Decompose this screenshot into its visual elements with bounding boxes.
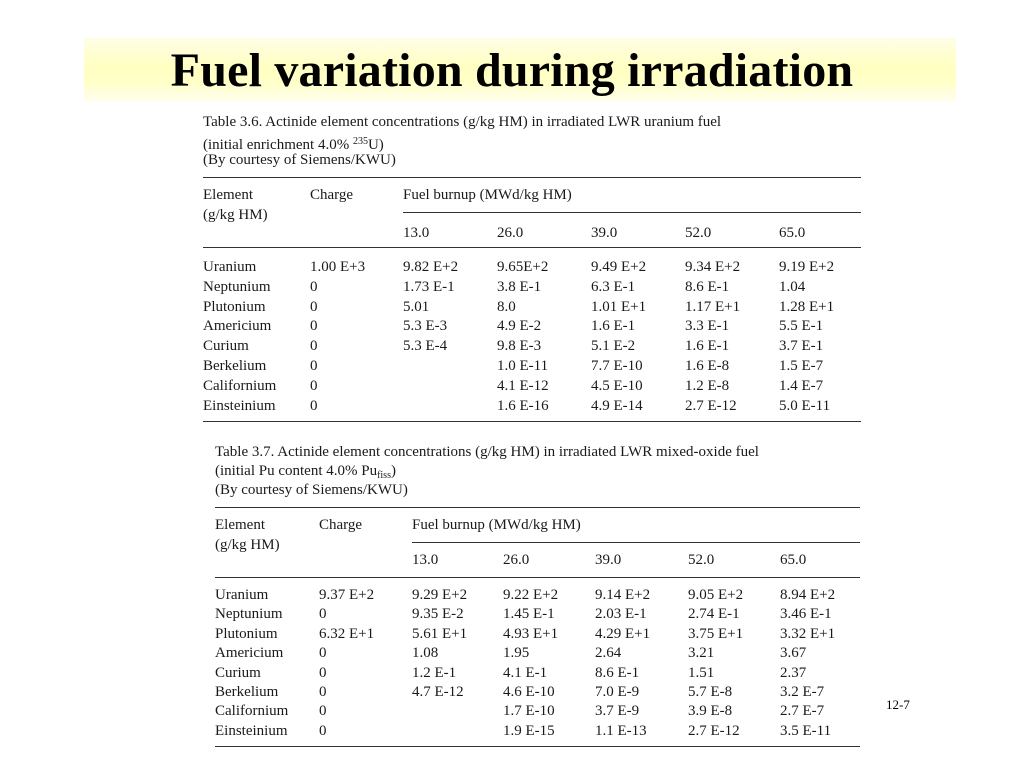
- row-charge: 0: [310, 397, 318, 414]
- row-element: Neptunium: [215, 606, 283, 623]
- row-value: 4.93 E+1: [503, 625, 559, 642]
- row-value: 1.73 E-1: [403, 278, 455, 295]
- row-value: 6.3 E-1: [591, 278, 636, 295]
- table-top-rule: [215, 507, 860, 508]
- data-table-2: [215, 443, 860, 752]
- row-element: Curium: [215, 664, 261, 681]
- row-value: 4.9 E-2: [497, 318, 542, 335]
- row-value: 3.75 E+1: [688, 625, 744, 642]
- row-value: 1.28 E+1: [779, 298, 835, 315]
- data-table-1: [203, 113, 861, 427]
- header-bottom-rule: [215, 577, 860, 578]
- row-value: 3.3 E-1: [685, 318, 730, 335]
- row-charge: 0: [310, 318, 318, 335]
- row-value: 5.1 E-2: [591, 338, 636, 355]
- row-charge: 0: [310, 358, 318, 374]
- caption-line2-suffix: ): [390, 463, 396, 479]
- row-value: 1.17 E+1: [685, 298, 741, 315]
- row-value: 8.94 E+2: [780, 587, 836, 603]
- row-value: 1.4 E-7: [779, 377, 824, 394]
- row-charge: 0: [319, 645, 327, 662]
- row-value: 9.65E+2: [497, 259, 549, 275]
- burnup-rule: [412, 542, 860, 543]
- row-value: 9.8 E-3: [497, 338, 542, 355]
- row-value: 9.34 E+2: [685, 259, 741, 275]
- row-value: 2.7 E-7: [780, 703, 825, 720]
- row-value: 3.2 E-7: [780, 684, 825, 700]
- row-value: 1.08: [412, 645, 439, 662]
- row-value: 9.19 E+2: [779, 259, 835, 275]
- row-value: 1.2 E-8: [685, 377, 730, 394]
- table-bottom-rule: [203, 421, 861, 422]
- row-value: 4.29 E+1: [595, 625, 651, 642]
- row-value: 2.7 E-12: [688, 722, 740, 739]
- row-value: 8.0: [497, 298, 516, 315]
- caption-line2-suffix: U): [367, 137, 384, 153]
- row-element: Curium: [203, 338, 249, 355]
- row-charge: 0: [310, 278, 318, 295]
- header-burnup-1: 26.0: [503, 552, 530, 568]
- row-value: 2.64: [595, 645, 622, 662]
- header-element-unit: (g/kg HM): [203, 207, 268, 223]
- row-value: 5.01: [403, 298, 430, 315]
- slide-title: Fuel variation during irradiation: [170, 44, 854, 97]
- row-value: 1.2 E-1: [412, 664, 457, 681]
- header-burnup-1: 26.0: [497, 225, 524, 241]
- row-element: Plutonium: [215, 625, 278, 642]
- table-caption-line1: Table 3.6. Actinide element concentrations (g/kg HM) in irradiated LWR uranium fuel: [203, 114, 722, 130]
- row-element: Berkelium: [215, 684, 279, 700]
- row-value: 1.7 E-10: [503, 703, 555, 720]
- header-charge: Charge: [319, 517, 363, 533]
- row-value: 4.6 E-10: [503, 684, 555, 700]
- row-value: 3.21: [688, 645, 715, 662]
- row-value: 5.61 E+1: [412, 625, 468, 642]
- row-element: Uranium: [215, 587, 269, 603]
- header-burnup-2: 39.0: [591, 225, 618, 241]
- row-value: 4.1 E-12: [497, 377, 549, 394]
- header-burnup-0: 13.0: [412, 552, 439, 568]
- caption-superscript: 235: [352, 136, 368, 147]
- table-top-rule: [203, 177, 861, 178]
- caption-line2-prefix: (initial enrichment 4.0%: [203, 137, 353, 153]
- burnup-rule: [403, 212, 861, 213]
- header-burnup-2: 39.0: [595, 552, 622, 568]
- row-value: 1.0 E-11: [497, 358, 549, 374]
- row-value: 9.82 E+2: [403, 259, 459, 275]
- row-value: 4.1 E-1: [503, 664, 548, 681]
- table-caption-line3: (By courtesy of Siemens/KWU): [203, 152, 396, 168]
- row-value: 3.67: [780, 645, 807, 662]
- row-value: 1.01 E+1: [591, 298, 647, 315]
- row-element: Neptunium: [203, 278, 271, 295]
- row-value: 5.3 E-4: [403, 338, 448, 355]
- row-value: 1.6 E-1: [685, 338, 730, 355]
- row-element: Uranium: [203, 259, 257, 275]
- header-burnup-4: 65.0: [780, 552, 807, 568]
- header-fuel-burnup: Fuel burnup (MWd/kg HM): [403, 187, 572, 203]
- row-charge: 0: [310, 377, 318, 394]
- header-fuel-burnup: Fuel burnup (MWd/kg HM): [412, 517, 581, 533]
- header-burnup-0: 13.0: [403, 225, 430, 241]
- row-value: 5.5 E-1: [779, 318, 824, 335]
- row-value: 3.32 E+1: [780, 625, 836, 642]
- row-element: Einsteinium: [215, 722, 288, 739]
- row-value: 3.8 E-1: [497, 278, 542, 295]
- row-value: 9.29 E+2: [412, 587, 468, 603]
- row-charge: 0: [310, 298, 318, 315]
- caption-line2-prefix: (initial Pu content 4.0% Pu: [215, 463, 378, 479]
- row-value: 3.46 E-1: [780, 606, 832, 623]
- row-value: 9.22 E+2: [503, 587, 559, 603]
- row-value: 5.7 E-8: [688, 684, 733, 700]
- row-value: 2.37: [780, 664, 807, 681]
- row-charge: 0: [319, 703, 327, 720]
- header-burnup-3: 52.0: [688, 552, 715, 568]
- row-value: 1.04: [779, 278, 806, 295]
- row-value: 1.95: [503, 645, 530, 662]
- header-burnup-4: 65.0: [779, 225, 806, 241]
- caption-subscript: fiss: [377, 470, 391, 481]
- table-caption-line1: Table 3.7. Actinide element concentrations (g/kg HM) in irradiated LWR mixed-oxide fuel: [215, 444, 759, 460]
- row-value: 1.6 E-16: [497, 397, 549, 414]
- row-element: Plutonium: [203, 298, 266, 315]
- row-value: 3.7 E-9: [595, 703, 640, 720]
- row-value: 5.0 E-11: [779, 397, 831, 414]
- row-value: 5.3 E-3: [403, 318, 448, 335]
- row-charge: 6.32 E+1: [319, 625, 375, 642]
- row-element: Californium: [203, 377, 277, 394]
- row-value: 1.9 E-15: [503, 722, 555, 739]
- row-charge: 0: [310, 338, 318, 355]
- row-value: 7.0 E-9: [595, 684, 640, 700]
- row-element: Americium: [215, 645, 284, 662]
- row-value: 3.5 E-11: [780, 722, 832, 739]
- table-caption-line3: (By courtesy of Siemens/KWU): [215, 482, 408, 498]
- row-value: 9.05 E+2: [688, 587, 744, 603]
- row-value: 3.7 E-1: [779, 338, 824, 355]
- header-charge: Charge: [310, 187, 354, 203]
- header-element-unit: (g/kg HM): [215, 537, 280, 553]
- row-value: 1.6 E-1: [591, 318, 636, 335]
- row-value: 1.5 E-7: [779, 358, 824, 374]
- row-value: 2.7 E-12: [685, 397, 737, 414]
- row-value: 1.6 E-8: [685, 358, 730, 374]
- row-value: 1.1 E-13: [595, 722, 647, 739]
- row-value: 2.74 E-1: [688, 606, 740, 623]
- row-charge: 0: [319, 664, 327, 681]
- row-charge: 0: [319, 684, 327, 700]
- row-value: 8.6 E-1: [685, 278, 730, 295]
- row-charge: 0: [319, 722, 327, 739]
- page-number: 12-7: [886, 697, 910, 712]
- row-value: 4.7 E-12: [412, 684, 464, 700]
- row-charge: 1.00 E+3: [310, 259, 366, 275]
- row-value: 7.7 E-10: [591, 358, 643, 374]
- header-burnup-3: 52.0: [685, 225, 712, 241]
- row-element: Berkelium: [203, 358, 267, 374]
- row-element: Einsteinium: [203, 397, 276, 414]
- row-value: 4.5 E-10: [591, 377, 643, 394]
- row-element: Californium: [215, 703, 289, 720]
- header-bottom-rule: [203, 247, 861, 248]
- table-bottom-rule: [215, 746, 860, 747]
- row-value: 9.14 E+2: [595, 587, 651, 603]
- row-value: 2.03 E-1: [595, 606, 647, 623]
- row-value: 9.35 E-2: [412, 606, 464, 623]
- row-value: 9.49 E+2: [591, 259, 647, 275]
- header-element: Element: [203, 187, 253, 203]
- row-value: 1.51: [688, 664, 715, 681]
- row-value: 3.9 E-8: [688, 703, 733, 720]
- row-value: 4.9 E-14: [591, 397, 643, 414]
- row-element: Americium: [203, 318, 272, 335]
- row-value: 8.6 E-1: [595, 664, 640, 681]
- header-element: Element: [215, 517, 265, 533]
- row-charge: 9.37 E+2: [319, 587, 375, 603]
- row-value: 1.45 E-1: [503, 606, 555, 623]
- row-charge: 0: [319, 606, 327, 623]
